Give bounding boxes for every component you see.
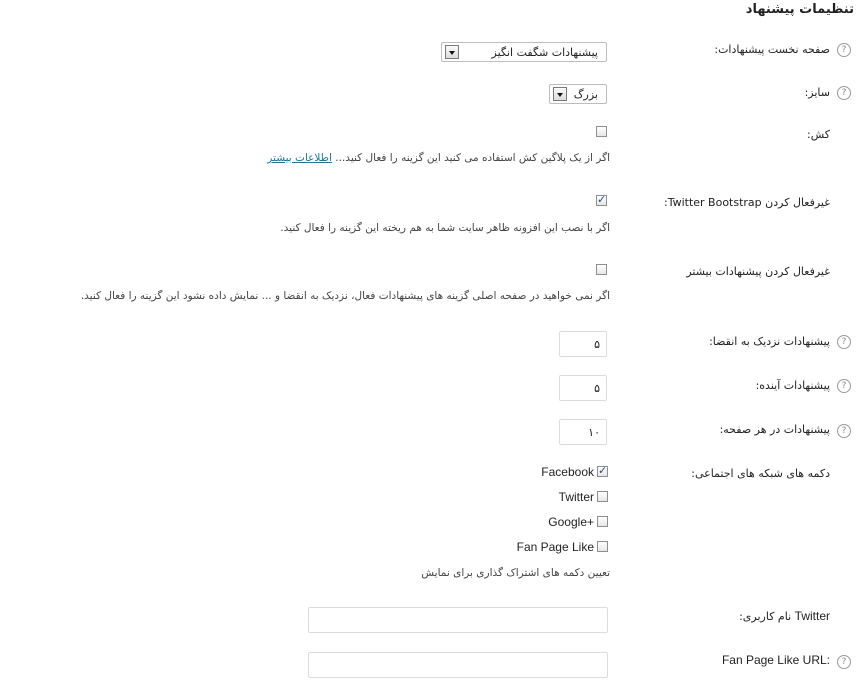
twitter-username-label-fa: نام کاربری: xyxy=(739,610,792,623)
fanpage-url-label: Fan Page Like URL: xyxy=(721,653,830,667)
chevron-down-icon xyxy=(445,45,459,59)
cache-label: کش: xyxy=(807,128,830,141)
cache-checkbox[interactable] xyxy=(596,126,607,137)
fanpage-checkbox[interactable] xyxy=(597,541,608,552)
fanpage-url-input[interactable] xyxy=(308,652,608,678)
googleplus-option-label: Google+ xyxy=(548,515,594,529)
first-page-select-value: پیشنهادات شگفت انگیز xyxy=(491,46,598,59)
upcoming-input[interactable] xyxy=(559,375,607,401)
more-offers-label: غیرفعال کردن پیشنهادات بیشتر xyxy=(686,265,830,278)
googleplus-checkbox[interactable] xyxy=(597,516,608,527)
twitter-username-label-en: Twitter xyxy=(794,609,830,623)
fanpage-option-label: Fan Page Like xyxy=(516,540,594,554)
per-page-value: ۱۰ xyxy=(588,426,600,439)
size-select[interactable] xyxy=(549,84,607,104)
help-icon[interactable]: ? xyxy=(837,335,851,349)
page-title: تنظیمات پیشنهاد xyxy=(745,2,854,17)
upcoming-label: پیشنهادات آینده: xyxy=(755,379,830,392)
upcoming-value: ۵ xyxy=(594,382,600,395)
bootstrap-checkbox[interactable] xyxy=(596,195,607,206)
twitter-checkbox[interactable] xyxy=(597,491,608,502)
bootstrap-description: اگر با نصب این افزونه ظاهر سایت شما به هم ریخته این گزینه را فعال کنید. xyxy=(280,222,610,234)
near-expiry-input[interactable] xyxy=(559,331,607,357)
twitter-username-input[interactable] xyxy=(308,607,608,633)
per-page-label: پیشنهادات در هر صفحه: xyxy=(719,423,830,436)
more-offers-checkbox[interactable] xyxy=(596,264,607,275)
help-icon[interactable]: ? xyxy=(837,655,851,669)
social-description: تعیین دکمه های اشتراک گذاری برای نمایش xyxy=(421,567,610,579)
cache-description-text: اگر از یک پلاگین کش استفاده می کنید این گزینه را فعال کنید... xyxy=(335,152,610,164)
more-offers-description: اگر نمی خواهید در صفحه اصلی گزینه های پیشنهادات فعال، نزدیک به انقضا و ... نمایش داده نشود این گزینه را فعال کنید. xyxy=(80,290,610,302)
facebook-option-label: Facebook xyxy=(541,465,594,479)
first-page-select[interactable] xyxy=(441,42,607,62)
more-info-link[interactable]: اطلاعات بیشتر xyxy=(267,152,332,164)
help-icon[interactable]: ? xyxy=(837,424,851,438)
near-expiry-label: پیشنهادات نزدیک به انقضا: xyxy=(709,335,830,348)
first-page-label: صفحه نخست پیشنهادات: xyxy=(714,43,830,56)
twitter-username-label xyxy=(739,609,830,623)
bootstrap-label: غیرفعال کردن Twitter Bootstrap: xyxy=(663,196,830,209)
size-select-value: بزرگ xyxy=(573,88,598,101)
social-buttons-label: دکمه های شبکه های اجتماعی: xyxy=(691,467,830,480)
twitter-option-label: Twitter xyxy=(558,490,594,504)
per-page-input[interactable] xyxy=(559,419,607,445)
size-label: سایز: xyxy=(804,86,830,99)
facebook-checkbox[interactable] xyxy=(597,466,608,477)
help-icon[interactable]: ? xyxy=(837,86,851,100)
cache-description xyxy=(267,152,610,164)
help-icon[interactable]: ? xyxy=(837,43,851,57)
near-expiry-value: ۵ xyxy=(594,338,600,351)
help-icon[interactable]: ? xyxy=(837,379,851,393)
chevron-down-icon xyxy=(553,87,567,101)
